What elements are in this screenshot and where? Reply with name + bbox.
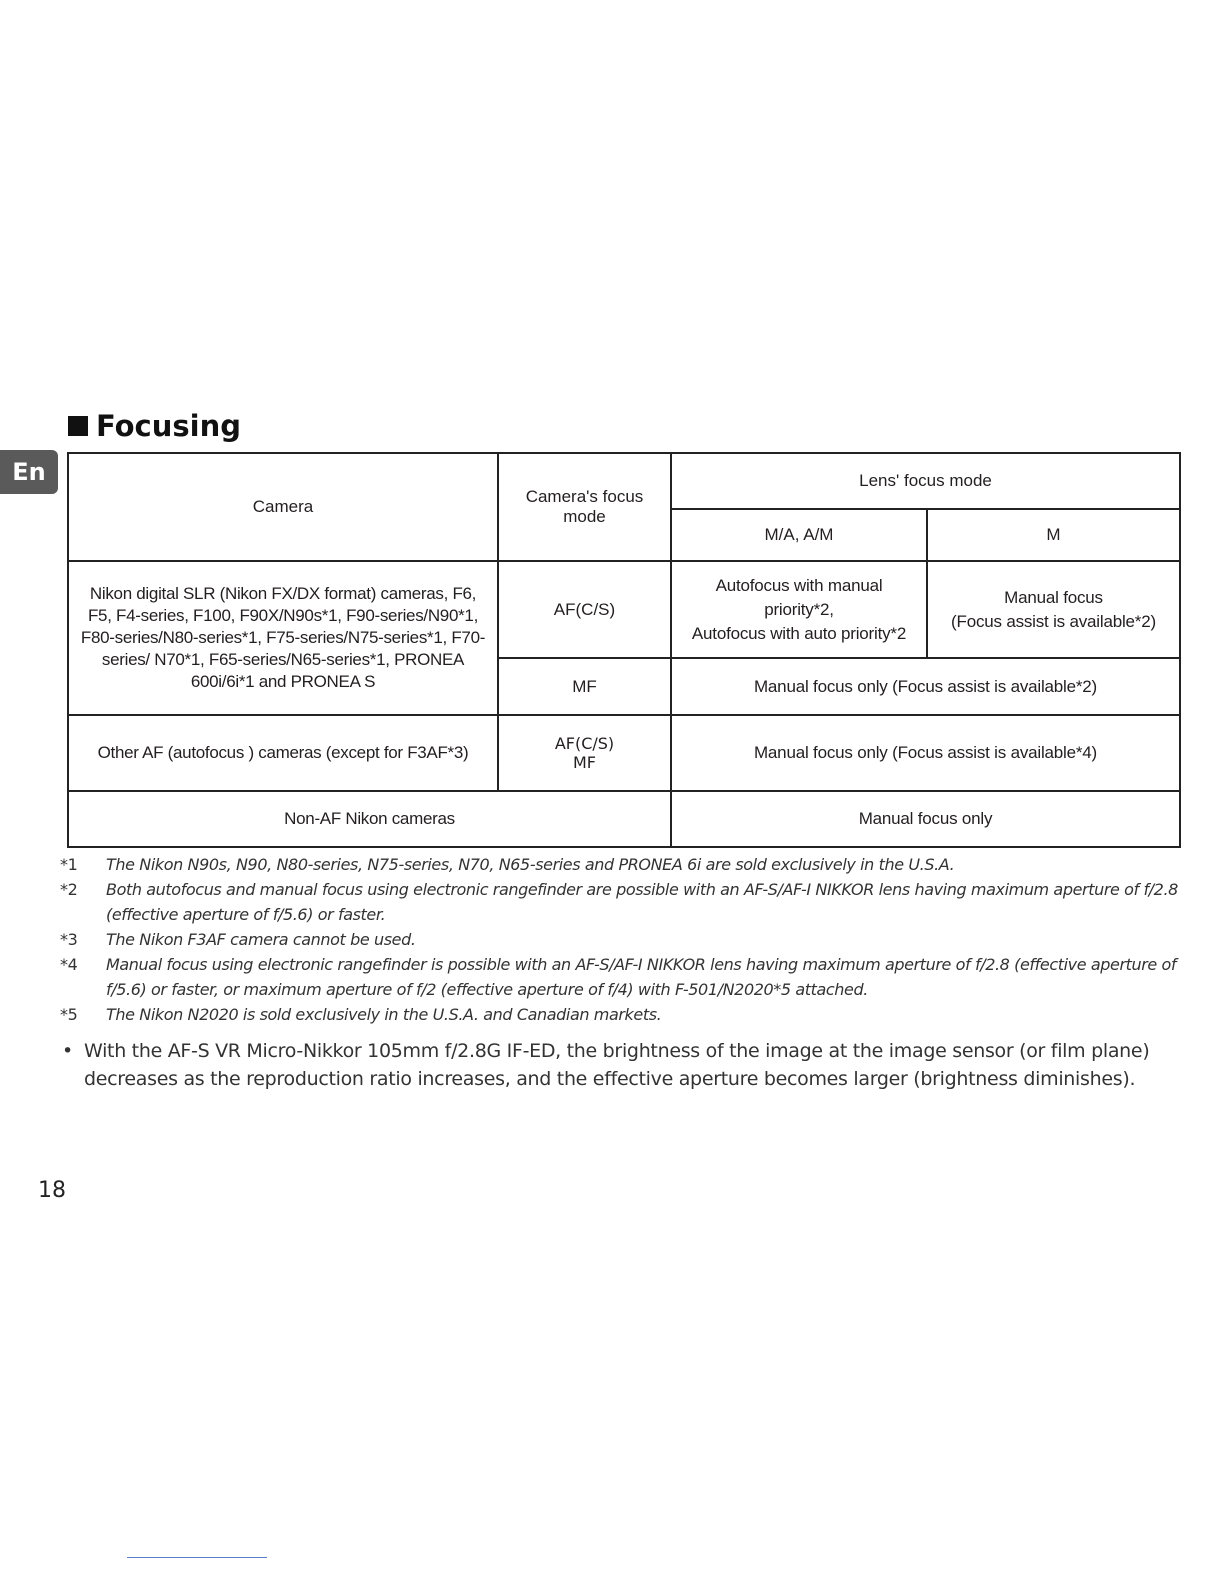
footnote-mark: *2 — [60, 880, 78, 899]
result-af-ma-am-line1: Autofocus with manual priority*2, — [715, 575, 883, 619]
result-af-ma-am — [671, 561, 927, 658]
bullet-text: With the AF-S VR Micro-Nikkor 105mm f/2.8G IF-ED, the brightness of the image at the image sensor (or film plane) decreases as the reproduction ratio increases, and the effective aperture becomes larger (brightness diminishes). — [84, 1040, 1150, 1090]
mode-other-af — [498, 715, 671, 791]
result-af-m-line1: Manual focus — [1004, 587, 1103, 607]
footnote — [60, 1002, 1190, 1027]
footnotes — [60, 852, 1190, 1027]
footnote — [60, 927, 1190, 952]
bullet-icon: • — [62, 1040, 73, 1062]
result-af-m — [927, 561, 1180, 658]
result-af-m-line2: (Focus assist is available*2) — [951, 611, 1156, 631]
language-tab: En — [0, 450, 58, 494]
mode-mf: MF — [498, 658, 671, 715]
camera-non-af: Non-AF Nikon cameras — [68, 791, 671, 847]
mode-other-af-line1: AF(C/S) — [554, 734, 615, 753]
footnote — [60, 952, 1190, 1002]
footnote — [60, 852, 1190, 877]
result-other-af: Manual focus only (Focus assist is available*4) — [671, 715, 1180, 791]
focusing-table — [67, 452, 1181, 848]
page-number: 18 — [38, 1178, 66, 1203]
footnote-text: Both autofocus and manual focus using electronic rangefinder are possible with an AF-S/AF-I NIKKOR lens having maximum aperture of f/2.8 (effective aperture of f/5.6) or faster. — [106, 880, 1178, 924]
footnote-mark: *1 — [60, 855, 78, 874]
footnote-mark: *4 — [60, 955, 78, 974]
result-af-ma-am-line2: Autofocus with auto priority*2 — [691, 623, 907, 643]
section-heading — [68, 406, 241, 446]
footnote-text: The Nikon N90s, N90, N80-series, N75-series, N70, N65-series and PRONEA 6i are sold exclusively in the U.S.A. — [106, 855, 955, 874]
heading-square-icon — [68, 416, 88, 436]
footnote-text: The Nikon F3AF camera cannot be used. — [106, 930, 416, 949]
header-lens-focus-mode: Lens' focus mode — [671, 453, 1180, 509]
header-ma-am: M/A, A/M — [671, 509, 927, 561]
header-camera-focus-mode: Camera's focus mode — [498, 453, 671, 561]
footer-rule — [127, 1557, 267, 1558]
section-title: Focusing — [96, 409, 241, 443]
footnote-text: Manual focus using electronic rangefinder is possible with an AF-S/AF-I NIKKOR lens having maximum aperture of f/2.8 (effective aperture of f/5.6) or faster, or maximum aperture of f/2 (effective aperture of f/4) with F-501/N2020*5 attached. — [106, 955, 1177, 999]
mode-af-cs: AF(C/S) — [498, 561, 671, 658]
camera-other-af: Other AF (autofocus ) cameras (except for F3AF*3) — [68, 715, 498, 791]
footnote-mark: *5 — [60, 1005, 78, 1024]
header-camera: Camera — [68, 453, 498, 561]
footnote — [60, 877, 1190, 927]
camera-nikon-digital: Nikon digital SLR (Nikon FX/DX format) cameras, F6, F5, F4-series, F100, F90X/N90s*1, F90-series/N90*1, F80-series/N80-series*1, F75-series/N75-series*1, F70-series/ N70*1, F65-series/N65-series*1, PRONEA 600i/6i*1 and PRONEA S — [68, 561, 498, 715]
result-non-af: Manual focus only — [671, 791, 1180, 847]
result-mf: Manual focus only (Focus assist is available*2) — [671, 658, 1180, 715]
mode-other-af-line2: MF — [572, 753, 596, 772]
footnote-mark: *3 — [60, 930, 78, 949]
bullet-note — [62, 1037, 1182, 1093]
header-m: M — [927, 509, 1180, 561]
footnote-text: The Nikon N2020 is sold exclusively in the U.S.A. and Canadian markets. — [106, 1005, 662, 1024]
